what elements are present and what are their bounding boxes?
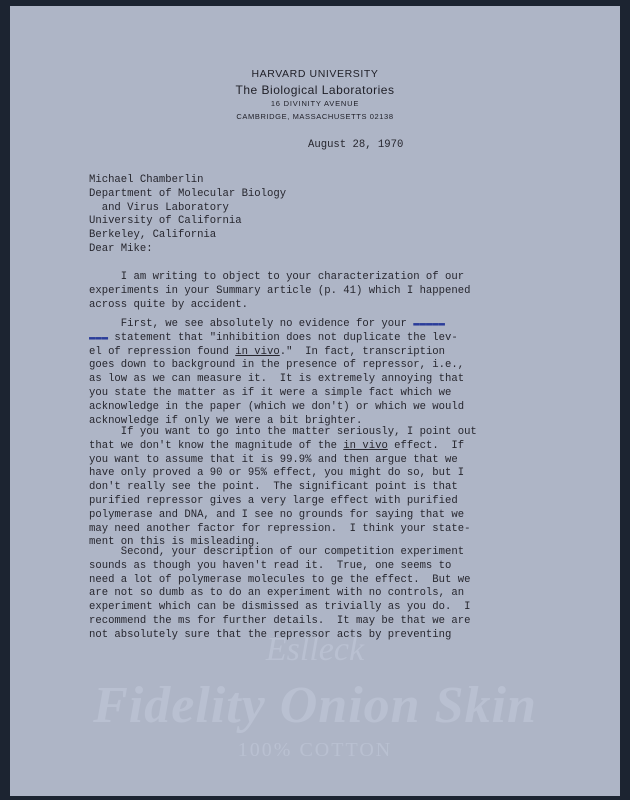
paragraph-2	[89, 318, 559, 428]
recipient-lab: and Virus Laboratory	[89, 201, 229, 214]
p2-line: acknowledge in the paper (which we don't) or which we would	[89, 400, 465, 413]
letterhead-laboratories: The Biological Laboratories	[235, 83, 395, 97]
p2-text: First, we see absolutely no evidence for your	[89, 318, 414, 330]
p3-line: you want to assume that it is 99.9% and then argue that we	[89, 453, 458, 466]
recipient-name: Michael Chamberlin	[89, 174, 204, 186]
letter-date: August 28, 1970	[308, 139, 404, 151]
salutation: Dear Mike:	[89, 243, 153, 255]
p2-line: acknowledge if only we were a bit brighter.	[89, 414, 363, 427]
recipient-university: University of California	[89, 215, 242, 228]
p2-line	[89, 332, 559, 346]
recipient-city: Berkeley, California	[89, 229, 217, 242]
p4-line: sounds as though you haven't read it. True, one seems to	[89, 559, 452, 572]
p2-line	[89, 318, 559, 332]
underlined-in-vivo: in vivo	[235, 345, 280, 358]
p3-text: that we don't know the magnitude of the	[89, 439, 344, 452]
strikeout-mark: ▬▬▬	[89, 331, 109, 344]
p3-line: may need another factor for repression. I think your state-	[89, 522, 471, 535]
letterhead-city: CAMBRIDGE, MASSACHUSETTS 02138	[236, 112, 394, 121]
strikeout-mark: ▬▬▬▬▬	[413, 318, 446, 330]
paragraph-1	[89, 271, 559, 312]
p3-line: purified repressor gives a very large effect with purified	[89, 494, 458, 507]
p3-line: ment on this is misleading.	[89, 536, 261, 549]
p3-line: polymerase and DNA, and I see no grounds for saying that we	[89, 508, 465, 521]
watermark-cotton: 100% COTTON	[237, 739, 393, 761]
p4-line: recommend the ms for further details. It may be that we are	[89, 614, 471, 627]
p3-line: don't really see the point. The significant point is that	[89, 481, 458, 494]
p2-line: you state the matter as if it were a simple fact which we	[89, 386, 452, 399]
p3-line	[89, 440, 559, 454]
watermark-brand: Eslleck	[265, 631, 365, 668]
recipient-address	[89, 174, 286, 243]
p1-line: experiments in your Summary article (p. 41) which I happened	[89, 284, 471, 297]
p2-line: as low as we can measure it. It is extremely annoying that	[89, 373, 465, 386]
p3-line: have only proved a 90 or 95% effect, you might do so, but I	[89, 467, 465, 480]
p2-line: goes down to background in the presence of repressor, i.e.,	[89, 359, 465, 372]
paragraph-4	[89, 546, 559, 643]
letterhead-university: HARVARD UNIVERSITY	[251, 68, 379, 80]
p3-text: effect. If	[387, 439, 465, 452]
p4-line: experiment which can be dismissed as trivially as you do. I	[89, 601, 471, 614]
p4-line: need a lot of polymerase molecules to ge the effect. But we	[89, 573, 471, 586]
p2-text: ." In fact, transcription	[279, 345, 446, 358]
p2-text: statement that "inhibition does not duplicate the lev-	[108, 331, 458, 344]
paragraph-3	[89, 426, 559, 550]
recipient-dept: Department of Molecular Biology	[89, 187, 287, 200]
p2-text: el of repression found	[89, 345, 236, 358]
p3-line: If you want to go into the matter seriously, I point out	[89, 426, 477, 438]
p2-line	[89, 346, 559, 360]
p4-line: Second, your description of our competition experiment	[89, 546, 465, 558]
p4-line: are not so dumb as to do an experiment with no controls, an	[89, 587, 465, 600]
p4-line: not absolutely sure that the repressor acts by preventing	[89, 628, 452, 641]
letterhead-street: 16 DIVINITY AVENUE	[270, 99, 360, 108]
underlined-in-vivo: in vivo	[343, 439, 388, 452]
p1-line: I am writing to object to your characterization of our	[89, 271, 465, 283]
watermark-paper-name: Fidelity Onion Skin	[93, 677, 537, 734]
letter-page	[10, 6, 620, 796]
p1-line: across quite by accident.	[89, 298, 248, 311]
